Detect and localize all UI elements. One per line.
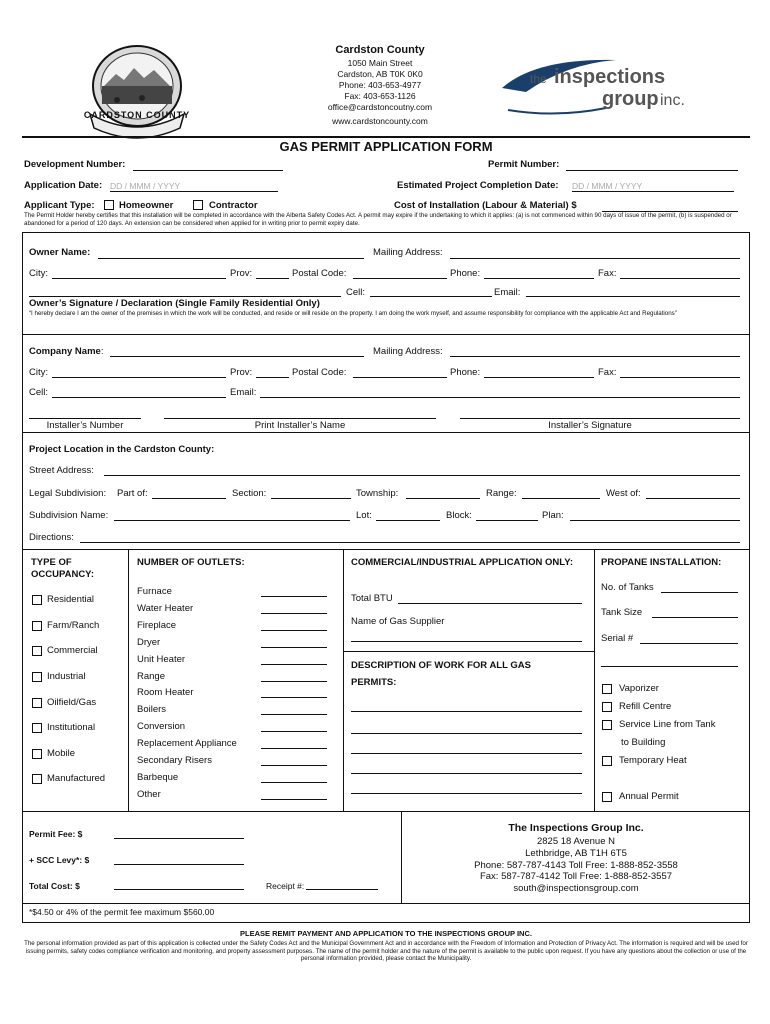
occupancy-checkbox[interactable]: [32, 749, 42, 759]
owner-name-field[interactable]: [98, 258, 364, 259]
logo-the: the: [530, 72, 547, 86]
owner-city-label: City:: [29, 268, 48, 279]
company-email-field[interactable]: [260, 397, 740, 398]
tanks-field[interactable]: [661, 592, 738, 593]
propane-title: PROPANE INSTALLATION:: [601, 557, 722, 568]
tig-address: 2825 18 Avenue N: [536, 836, 615, 847]
range-field[interactable]: [522, 498, 600, 499]
occupancy-label: Manufactured: [47, 773, 106, 784]
owner-signature-field[interactable]: [29, 296, 341, 297]
installer-signature-label: Installer’s Signature: [548, 420, 632, 431]
scc-levy-label: + SCC Levy*: $: [29, 855, 90, 865]
temporary-heat-label: Temporary Heat: [619, 755, 687, 766]
completion-date-label: Estimated Project Completion Date:: [397, 180, 559, 191]
outlet-label: Dryer: [137, 637, 161, 648]
company-name-label: Company Name:: [29, 346, 104, 357]
street-field[interactable]: [104, 475, 740, 476]
company-mailing-field[interactable]: [450, 356, 740, 357]
occupancy-label: Mobile: [47, 748, 75, 759]
outlet-label: Conversion: [137, 721, 186, 732]
legal-subdivision-label: Legal Subdivision:: [29, 488, 107, 499]
owner-declaration: “I hereby declare I am the owner of the premises in which the work will be conducted, and reside or will reside on the property. I am doing the work myself, and assume responsibility for compliance with the applicable Act and Regulations”: [29, 310, 677, 317]
col-divider-3: [594, 549, 595, 811]
company-prov-field[interactable]: [256, 377, 289, 378]
outlet-count-field[interactable]: [261, 664, 327, 665]
owner-email-label: Email:: [494, 287, 521, 298]
receipt-field[interactable]: [306, 889, 378, 890]
vaporizer-checkbox[interactable]: [602, 684, 612, 694]
levy-note: *$4.50 or 4% of the permit fee maximum $560.00: [29, 907, 215, 917]
subdivision-label: Subdivision Name:: [29, 510, 109, 521]
temporary-heat-checkbox[interactable]: [602, 756, 612, 766]
occupancy-checkbox[interactable]: [32, 672, 42, 682]
owner-signature-title: Owner’s Signature / Declaration (Single Family Residential Only): [29, 298, 320, 309]
range-label: Range:: [486, 488, 517, 499]
service-line-checkbox[interactable]: [602, 720, 612, 730]
company-city-field[interactable]: [52, 377, 226, 378]
completion-date-field[interactable]: DD / MMM / YYYY: [572, 181, 734, 192]
company-postal-field[interactable]: [353, 377, 447, 378]
header-rule: [22, 136, 750, 138]
county-address-1: 1050 Main Street: [347, 58, 413, 68]
description-line-4[interactable]: [351, 773, 582, 774]
serial-label: Serial #: [601, 633, 634, 644]
homeowner-label: Homeowner: [119, 200, 174, 211]
block-label: Block:: [446, 510, 472, 521]
block-field[interactable]: [476, 520, 538, 521]
serial-field[interactable]: [640, 643, 738, 644]
occupancy-checkbox[interactable]: [32, 646, 42, 656]
county-name: Cardston County: [335, 44, 425, 56]
logo-group: group: [602, 88, 659, 110]
occupancy-label: Commercial: [47, 645, 98, 656]
directions-field[interactable]: [80, 542, 740, 543]
permit-number-label: Permit Number:: [488, 159, 560, 170]
lot-label: Lot:: [356, 510, 372, 521]
owner-prov-label: Prov:: [230, 268, 253, 279]
company-phone-label: Phone:: [450, 367, 481, 378]
tig-name: The Inspections Group Inc.: [508, 822, 644, 834]
outlet-count-field[interactable]: [261, 630, 327, 631]
company-postal-label: Postal Code:: [292, 367, 347, 378]
tig-fax: Fax: 587-787-4142 Toll Free: 1-888-852-3557: [479, 871, 673, 882]
occupancy-title: TYPE OF OCCUPANCY:: [31, 557, 94, 580]
total-cost-label: Total Cost: $: [29, 881, 80, 891]
occupancy-checkbox[interactable]: [32, 595, 42, 605]
contractor-label: Contractor: [209, 200, 258, 211]
outlet-count-field[interactable]: [261, 765, 327, 766]
outlet-label: Replacement Appliance: [137, 738, 237, 749]
owner-phone-field[interactable]: [484, 278, 594, 279]
description-line-5[interactable]: [351, 793, 582, 794]
seal-text: CARDSTON COUNTY: [83, 110, 191, 120]
part-of-field[interactable]: [152, 498, 226, 499]
outlets-title: NUMBER OF OUTLETS:: [137, 557, 245, 568]
subdivision-field[interactable]: [114, 520, 350, 521]
occupancy-checkbox[interactable]: [32, 774, 42, 784]
installer-number-label: Installer’s Number: [46, 420, 124, 431]
plan-label: Plan:: [542, 510, 564, 521]
outlet-count-field[interactable]: [261, 596, 327, 597]
company-name-text: Company Name: [29, 346, 101, 357]
company-email-label: Email:: [230, 387, 257, 398]
outlet-label: Secondary Risers: [137, 755, 212, 766]
outlet-count-field[interactable]: [261, 714, 327, 715]
permit-fee-label: Permit Fee: $: [29, 829, 83, 839]
plan-field[interactable]: [570, 520, 740, 521]
installer-name-field[interactable]: [164, 418, 436, 419]
installer-name-label: Print Installer’s Name: [254, 420, 346, 431]
permit-fee-field[interactable]: [114, 838, 244, 839]
outlet-label: Boilers: [137, 704, 167, 715]
company-fax-label: Fax:: [598, 367, 617, 378]
form-title: GAS PERMIT APPLICATION FORM: [279, 139, 493, 154]
application-date-field[interactable]: DD / MMM / YYYY: [110, 181, 278, 192]
outlet-label: Barbeque: [137, 772, 179, 783]
to-building-label: to Building: [621, 737, 666, 748]
owner-fax-field[interactable]: [620, 278, 740, 279]
commercial-divider: [343, 651, 594, 652]
owner-email-field[interactable]: [526, 296, 740, 297]
service-line-label: Service Line from Tank: [619, 719, 716, 730]
homeowner-checkbox[interactable]: [104, 200, 114, 210]
street-label: Street Address:: [29, 465, 94, 476]
part-of-label: Part of:: [117, 488, 148, 499]
owner-city-field[interactable]: [52, 278, 226, 279]
tanks-label: No. of Tanks: [601, 582, 654, 593]
refill-centre-checkbox[interactable]: [602, 702, 612, 712]
occupancy-label: Institutional: [47, 722, 96, 733]
occupancy-checkbox[interactable]: [32, 723, 42, 733]
occupancy-label: Farm/Ranch: [47, 620, 100, 631]
application-date-label: Application Date:: [24, 180, 103, 191]
outlet-count-field[interactable]: [261, 799, 327, 800]
development-number-label: Development Number:: [24, 159, 126, 170]
grid-bottom-divider: [22, 811, 749, 812]
owner-mailing-field[interactable]: [450, 258, 740, 259]
outlet-label: Range: [137, 671, 165, 682]
inspections-group-logo: [496, 52, 720, 124]
description-title: DESCRIPTION OF WORK FOR ALL GAS PERMITS:: [351, 660, 531, 688]
occupancy-label: Industrial: [47, 671, 86, 682]
description-line-1[interactable]: [351, 711, 582, 712]
owner-name-label: Owner Name:: [29, 247, 91, 258]
company-name-field[interactable]: [110, 356, 364, 357]
company-city-label: City:: [29, 367, 48, 378]
county-email: office@cardstoncoutny.com: [327, 102, 433, 112]
owner-postal-field[interactable]: [353, 278, 447, 279]
development-number-field[interactable]: [133, 170, 283, 171]
owner-postal-label: Postal Code:: [292, 268, 347, 279]
company-cell-label: Cell:: [29, 387, 49, 398]
outlet-label: Unit Heater: [137, 654, 186, 665]
township-field[interactable]: [406, 498, 480, 499]
owner-cell-field[interactable]: [370, 296, 492, 297]
outlet-count-field[interactable]: [261, 748, 327, 749]
outlet-label: Room Heater: [137, 687, 194, 698]
owner-cell-label: Cell:: [346, 287, 366, 298]
county-phone: Phone: 403-653-4977: [338, 80, 422, 90]
applicant-type-label: Applicant Type:: [24, 200, 95, 211]
tig-email: south@inspectionsgroup.com: [513, 883, 639, 894]
total-cost-field[interactable]: [114, 889, 244, 890]
installer-number-field[interactable]: [29, 418, 141, 419]
outlet-label: Fireplace: [137, 620, 177, 631]
location-section-divider: [22, 549, 749, 550]
owner-fax-label: Fax:: [598, 268, 617, 279]
scc-levy-field[interactable]: [114, 864, 244, 865]
tig-phone: Phone: 587-787-4143 Toll Free: 1-888-852-3558: [474, 860, 678, 871]
township-label: Township:: [356, 488, 399, 499]
outlet-label: Water Heater: [137, 603, 194, 614]
description-line-3[interactable]: [351, 753, 582, 754]
total-btu-label: Total BTU: [351, 593, 393, 604]
county-website: www.cardstoncounty.com: [332, 116, 428, 126]
outlet-count-field[interactable]: [261, 731, 327, 732]
gas-supplier-field[interactable]: [351, 641, 582, 642]
county-fax: Fax: 403-653-1126: [344, 91, 416, 101]
location-title: Project Location in the Cardston County:: [29, 444, 215, 455]
owner-phone-label: Phone:: [450, 268, 481, 279]
section-label: Section:: [232, 488, 267, 499]
section-field[interactable]: [271, 498, 351, 499]
vaporizer-label: Vaporizer: [619, 683, 659, 694]
outlet-count-field[interactable]: [261, 613, 327, 614]
receipt-label: Receipt #:: [266, 881, 305, 891]
privacy-notice: The personal information provided as part of this application is collected under the Safety Codes Act and the Municipal Government Act and in accordance with the Freedom of Information and Protection of Privacy Act. The information is required and will be used for issuing permits, safety codes compliance verification and monitoring, and property assessment purposes. The name of the permit holder and the nature of the permit is available to the public upon request. If you have any questions about the collection or use of the personal information provided, please contact the Municipality.: [24, 940, 748, 963]
west-of-field[interactable]: [646, 498, 740, 499]
description-line-2[interactable]: [351, 733, 582, 734]
tank-size-field[interactable]: [652, 617, 738, 618]
refill-centre-label: Refill Centre: [619, 701, 672, 712]
outlet-count-field[interactable]: [261, 647, 327, 648]
occupancy-label: Oilfield/Gas: [47, 697, 97, 708]
permit-number-field[interactable]: [566, 170, 738, 171]
logo-inc: inc.: [660, 92, 685, 109]
cost-label: Cost of Installation (Labour & Material) $: [394, 200, 577, 211]
tig-city: Lethbridge, AB T1H 6T5: [525, 848, 627, 859]
outlet-count-field[interactable]: [261, 681, 327, 682]
company-fax-field[interactable]: [620, 377, 740, 378]
directions-label: Directions:: [29, 532, 74, 543]
occupancy-checkbox[interactable]: [32, 698, 42, 708]
outlet-count-field[interactable]: [261, 782, 327, 783]
lot-field[interactable]: [376, 520, 440, 521]
gas-supplier-label: Name of Gas Supplier: [351, 616, 445, 627]
certification-text: The Permit Holder hereby certifies that this installation will be completed in accordance with the Alberta Safety Codes Act. A permit may expire if the undertaking to which it applies: (a) is not commenced within 90 days of issue of the permit, (b) is suspended or abandoned for a period of 120 days. An extension can be considered when applied for in writing prior to permit expiry date.: [24, 212, 732, 227]
logo-inspections: inspections: [554, 66, 666, 88]
serial-field-2[interactable]: [601, 666, 738, 667]
county-seal: [82, 40, 192, 140]
outlet-label: Other: [137, 789, 161, 800]
owner-mailing-label: Mailing Address:: [373, 247, 443, 258]
occupancy-checkbox[interactable]: [32, 621, 42, 631]
outlet-label: Furnace: [137, 586, 172, 597]
occupancy-label: Residential: [47, 594, 94, 605]
col-divider-2: [343, 549, 344, 811]
contractor-checkbox[interactable]: [193, 200, 203, 210]
company-section-divider: [22, 432, 749, 433]
outlet-count-field[interactable]: [261, 697, 327, 698]
remit-notice: PLEASE REMIT PAYMENT AND APPLICATION TO THE INSPECTIONS GROUP INC.: [240, 929, 532, 938]
tank-size-label: Tank Size: [601, 607, 643, 618]
annual-permit-label: Annual Permit: [619, 791, 679, 802]
installer-signature-field[interactable]: [460, 418, 740, 419]
total-btu-field[interactable]: [398, 603, 582, 604]
annual-permit-checkbox[interactable]: [602, 792, 612, 802]
company-mailing-label: Mailing Address:: [373, 346, 443, 357]
owner-prov-field[interactable]: [256, 278, 289, 279]
main-form-frame: [22, 232, 750, 923]
fees-bottom-divider: [22, 903, 749, 904]
owner-section-divider: [22, 334, 749, 335]
west-of-label: West of:: [606, 488, 641, 499]
county-address-2: Cardston, AB T0K 0K0: [337, 69, 423, 79]
commercial-title: COMMERCIAL/INDUSTRIAL APPLICATION ONLY:: [351, 557, 574, 568]
company-cell-field[interactable]: [52, 397, 226, 398]
col-divider-1: [128, 549, 129, 811]
company-phone-field[interactable]: [484, 377, 594, 378]
company-prov-label: Prov:: [230, 367, 253, 378]
